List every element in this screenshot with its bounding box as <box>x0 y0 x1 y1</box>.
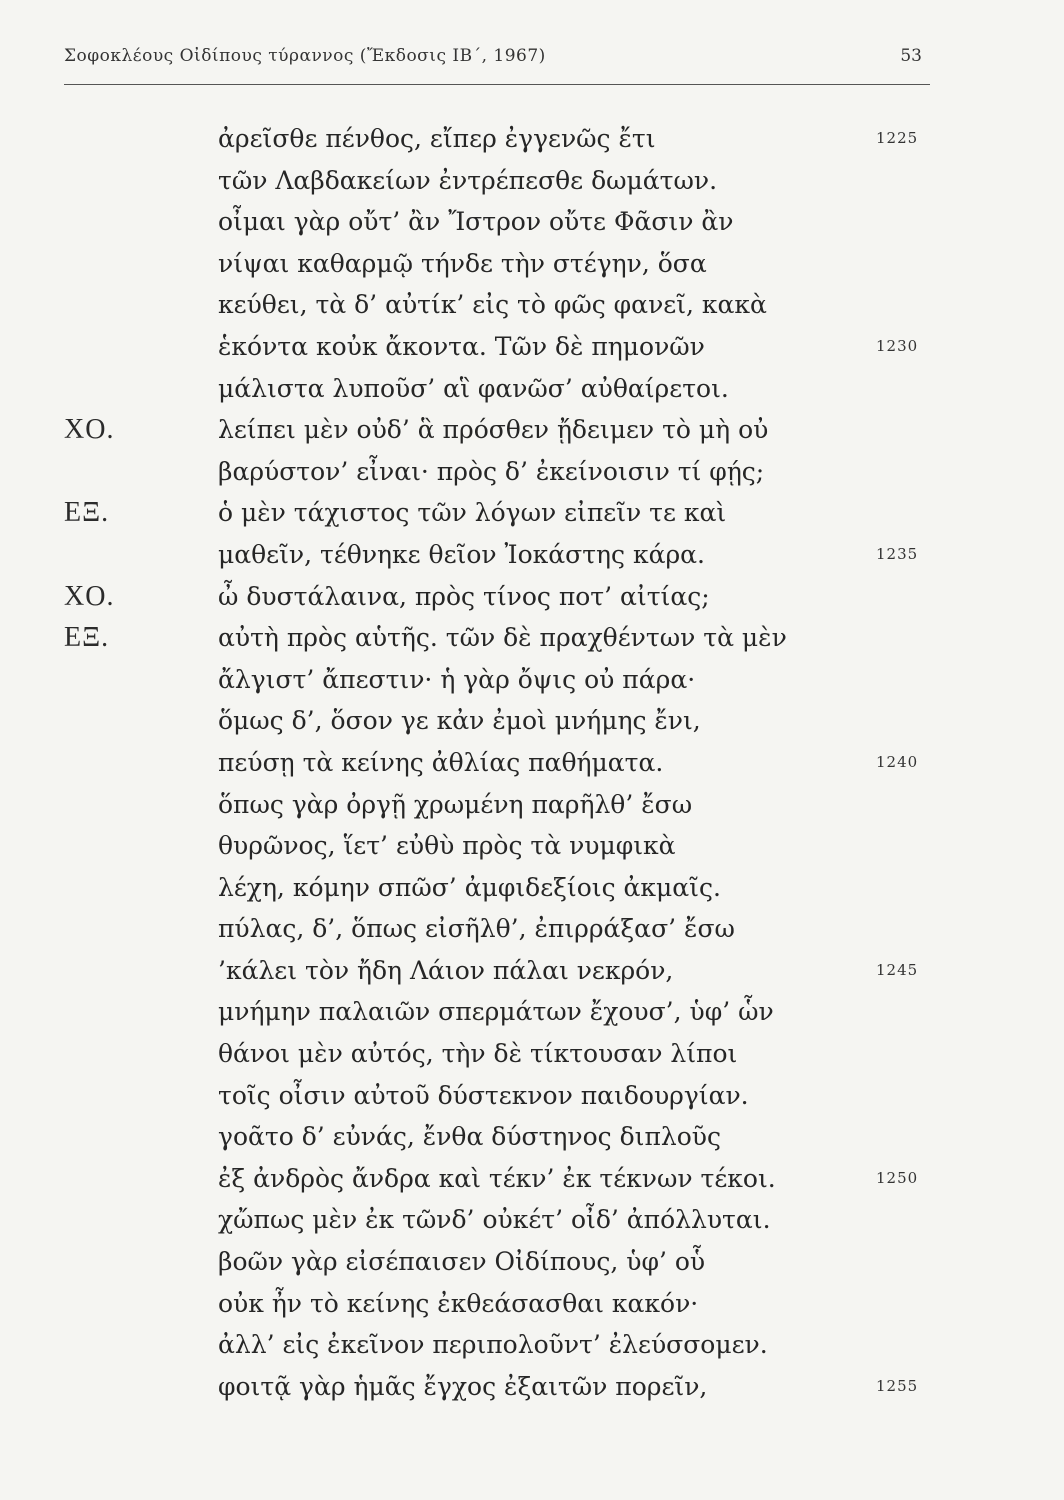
line-number: 1225 <box>876 129 919 147</box>
verse-line <box>0 1324 1064 1366</box>
verse-line <box>0 160 1064 202</box>
verse-line <box>0 451 1064 493</box>
verse-text: βοῶν γὰρ εἰσέπαισεν Οἰδίπους, ὑφ’ οὗ <box>218 1247 706 1277</box>
verse-line <box>0 742 1064 784</box>
verse-line <box>0 1283 1064 1325</box>
verse-text: ἄλγιστ’ ἄπεστιν· ἡ γὰρ ὄψις οὐ πάρα· <box>218 664 696 694</box>
verse-text: οἶμαι γὰρ οὔτ’ ἂν Ἴστρον οὔτε Φᾶσιν ἂν <box>218 207 734 237</box>
line-number: 1230 <box>876 336 919 355</box>
verse-line <box>0 1241 1064 1283</box>
verse-text: ἀρεῖσθε πένθος, εἴπερ ἐγγενῶς ἔτι <box>218 124 656 153</box>
speaker-label: ΧΟ. <box>64 580 115 612</box>
verse-text: τῶν Λαβδακείων ἐντρέπεσθε δωμάτων. <box>218 165 718 195</box>
verse-line <box>0 825 1064 867</box>
verse-text: φοιτᾷ γὰρ ἡμᾶς ἔγχος ἐξαιτῶν πορεῖν, <box>218 1371 708 1401</box>
verse-text: πύλας, δ’, ὅπως εἰσῆλθ’, ἐπιρράξασ’ ἔσω <box>218 914 735 944</box>
verse-text: νίψαι καθαρμῷ τήνδε τὴν στέγην, ὅσα <box>218 248 707 278</box>
verse-line <box>0 534 1064 576</box>
verse-text: ἀλλ’ εἰς ἐκεῖνον περιπολοῦντ’ ἐλεύσσομεν. <box>218 1330 768 1360</box>
verse-line <box>0 950 1064 992</box>
verse-text: γοᾶτο δ’ εὐνάς, ἔνθα δύστηνος διπλοῦς <box>218 1122 721 1152</box>
line-number: 1240 <box>876 752 919 771</box>
verse-line <box>0 326 1064 368</box>
verse-text: μνήμην παλαιῶν σπερμάτων ἔχουσ’, ὑφ’ ὧν <box>218 997 774 1027</box>
verse-line <box>0 867 1064 909</box>
verse-text: μαθεῖν, τέθνηκε θεῖον Ἰοκάστης κάρα. <box>218 539 705 569</box>
speaker-label: ΕΞ. <box>64 497 110 529</box>
verse-block <box>0 118 1064 1407</box>
verse-line <box>0 243 1064 285</box>
line-number: 1245 <box>876 960 919 979</box>
verse-line <box>0 1158 1064 1200</box>
verse-text: πεύσῃ τὰ κείνης ἀθλίας παθήματα. <box>218 747 664 777</box>
verse-line <box>0 284 1064 326</box>
verse-line <box>0 1199 1064 1241</box>
verse-line <box>0 1366 1064 1408</box>
verse-text: ὅμως δ’, ὅσον γε κἀν ἐμοὶ μνήμης ἔνι, <box>218 706 701 736</box>
verse-line <box>0 409 1064 451</box>
verse-text: αὐτὴ πρὸς αὑτῆς. τῶν δὲ πραχθέντων τὰ μὲν <box>218 623 787 653</box>
verse-text: τοῖς οἶσιν αὐτοῦ δύστεκνον παιδουργίαν. <box>218 1080 749 1110</box>
verse-text: μάλιστα λυποῦσ’ αἳ φανῶσ’ αὐθαίρετοι. <box>218 373 729 403</box>
verse-text: λείπει μὲν οὐδ’ ἃ πρόσθεν ᾔδειμεν τὸ μὴ οὐ <box>218 415 769 445</box>
running-title: Σοφοκλέους Οἰδίπους τύραννος (Ἔκδοσις ΙΒ΄, 1967) <box>64 46 546 66</box>
verse-line <box>0 991 1064 1033</box>
verse-line <box>0 1075 1064 1117</box>
verse-line <box>0 201 1064 243</box>
line-number: 1235 <box>876 544 919 563</box>
verse-text: ’κάλει τὸν ἤδη Λάιον πάλαι νεκρόν, <box>218 955 674 985</box>
verse-line <box>0 617 1064 659</box>
verse-text: ὦ δυστάλαινα, πρὸς τίνος ποτ’ αἰτίας; <box>218 581 710 611</box>
speaker-label: ΕΞ. <box>64 622 110 654</box>
verse-text: οὐκ ἦν τὸ κείνης ἐκθεάσασθαι κακόν· <box>218 1288 699 1318</box>
line-number: 1250 <box>876 1168 919 1187</box>
verse-text: ἑκόντα κοὐκ ἄκοντα. Τῶν δὲ πημονῶν <box>218 331 705 361</box>
verse-text: κεύθει, τὰ δ’ αὐτίκ’ εἰς τὸ φῶς φανεῖ, κακὰ <box>218 290 767 320</box>
verse-text: ὁ μὲν τάχιστος τῶν λόγων εἰπεῖν τε καὶ <box>218 498 727 528</box>
verse-line <box>0 576 1064 618</box>
verse-text: λέχη, κόμην σπῶσ’ ἀμφιδεξίοις ἀκμαῖς. <box>218 872 721 902</box>
running-header <box>64 44 930 85</box>
speaker-label: ΧΟ. <box>64 414 115 446</box>
verse-line <box>0 908 1064 950</box>
verse-text: θυρῶνος, ἵετ’ εὐθὺ πρὸς τὰ νυμφικὰ <box>218 831 676 861</box>
verse-line <box>0 659 1064 701</box>
verse-line <box>0 1033 1064 1075</box>
verse-text: χὤπως μὲν ἐκ τῶνδ’ οὐκέτ’ οἶδ’ ἀπόλλυται. <box>218 1205 771 1235</box>
verse-text: θάνοι μὲν αὐτός, τὴν δὲ τίκτουσαν λίποι <box>218 1039 738 1069</box>
verse-text: ὅπως γὰρ ὀργῇ χρωμένη παρῆλθ’ ἔσω <box>218 789 693 819</box>
verse-line <box>0 1116 1064 1158</box>
verse-line <box>0 118 1064 160</box>
page-number: 53 <box>900 46 922 66</box>
verse-text: ἐξ ἀνδρὸς ἄνδρα καὶ τέκν’ ἐκ τέκνων τέκοι. <box>218 1163 776 1193</box>
verse-line <box>0 368 1064 410</box>
verse-text: βαρύστον’ εἶναι· πρὸς δ’ ἐκείνοισιν τί φῄς; <box>218 456 765 486</box>
line-number: 1255 <box>876 1376 919 1395</box>
verse-line <box>0 700 1064 742</box>
verse-line <box>0 784 1064 826</box>
verse-line <box>0 492 1064 534</box>
